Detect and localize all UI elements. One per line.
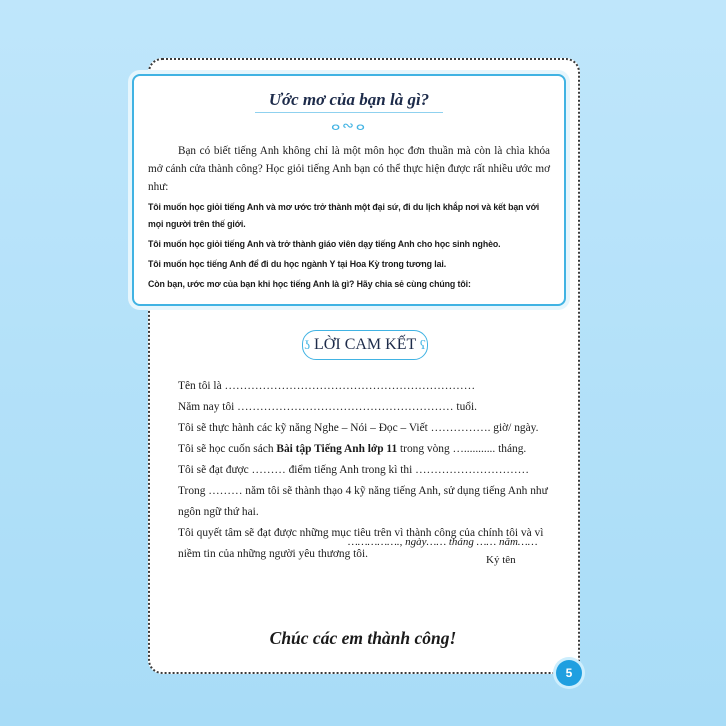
dream-example-1: Tôi muốn học giỏi tiếng Anh và mơ ước trở thành một đại sứ, đi du lịch khắp nơi và kết bạn với mọi người trên thế giới. xyxy=(148,202,540,229)
dream-box xyxy=(132,74,566,306)
pledge-line-age: Năm nay tôi ………………………………………………… tuổi. xyxy=(178,401,477,413)
swirl-ornament-icon: ⴰ∾ⴰ xyxy=(331,119,367,134)
dream-intro: Bạn có biết tiếng Anh không chỉ là một môn học đơn thuần mà còn là chìa khóa mở cánh cửa thành công? Học giỏi tiếng Anh bạn có thể thực hiện được rất nhiều ước mơ như: xyxy=(148,145,550,193)
determined-text: Tôi quyết tâm sẽ đạt được những mục tiêu trên vì thành công của chính tôi và vì niềm tin của những người yêu thương tôi. xyxy=(178,527,544,560)
pledge-line-name: Tên tôi là ………………………………………………………… xyxy=(178,380,476,392)
signature-label: Ký tên xyxy=(486,554,516,566)
dream-example-2: Tôi muốn học giỏi tiếng Anh và trở thành giáo viên dạy tiếng Anh cho học sinh nghèo. xyxy=(148,239,501,249)
left-ornament-icon: ʖ xyxy=(304,337,311,352)
pledge-line-within xyxy=(170,481,558,523)
pledge-title: LỜI CAM KẾT xyxy=(314,336,416,353)
pledge-line-practice: Tôi sẽ thực hành các kỹ năng Nghe – Nói – Đọc – Viết ……………. giờ/ ngày. xyxy=(178,422,539,434)
dream-box-body xyxy=(148,142,550,293)
dream-box-title: Ước mơ của bạn là gì? xyxy=(255,90,443,113)
date-line: ……………., ngày…… tháng …… năm…… xyxy=(348,536,538,548)
pledge-title-badge xyxy=(302,330,428,360)
closing-message: Chúc các em thành công! xyxy=(269,628,457,648)
book-line-prefix: Tôi sẽ học cuốn sách xyxy=(178,443,277,455)
book-title: Bài tập Tiếng Anh lớp 11 xyxy=(276,443,398,455)
right-ornament-icon: ʕ xyxy=(419,337,426,352)
within-text: Trong ……… năm tôi sẽ thành thạo 4 kỹ năng tiếng Anh, sử dụng tiếng Anh như ngôn ngữ thứ hai. xyxy=(178,485,548,518)
page-number-badge: 5 xyxy=(556,660,582,686)
book-line-suffix: trong vòng …........... tháng. xyxy=(397,443,527,455)
pledge-line-book xyxy=(170,439,558,460)
dream-question: Còn bạn, ước mơ của bạn khi học tiếng Anh là gì? Hãy chia sẻ cùng chúng tôi: xyxy=(148,279,471,289)
pledge-line-score: Tôi sẽ đạt được ……… điểm tiếng Anh trong kì thi ………………………… xyxy=(178,464,530,476)
dream-example-3: Tôi muốn học tiếng Anh để đi du học ngành Y tại Hoa Kỳ trong tương lai. xyxy=(148,259,447,269)
